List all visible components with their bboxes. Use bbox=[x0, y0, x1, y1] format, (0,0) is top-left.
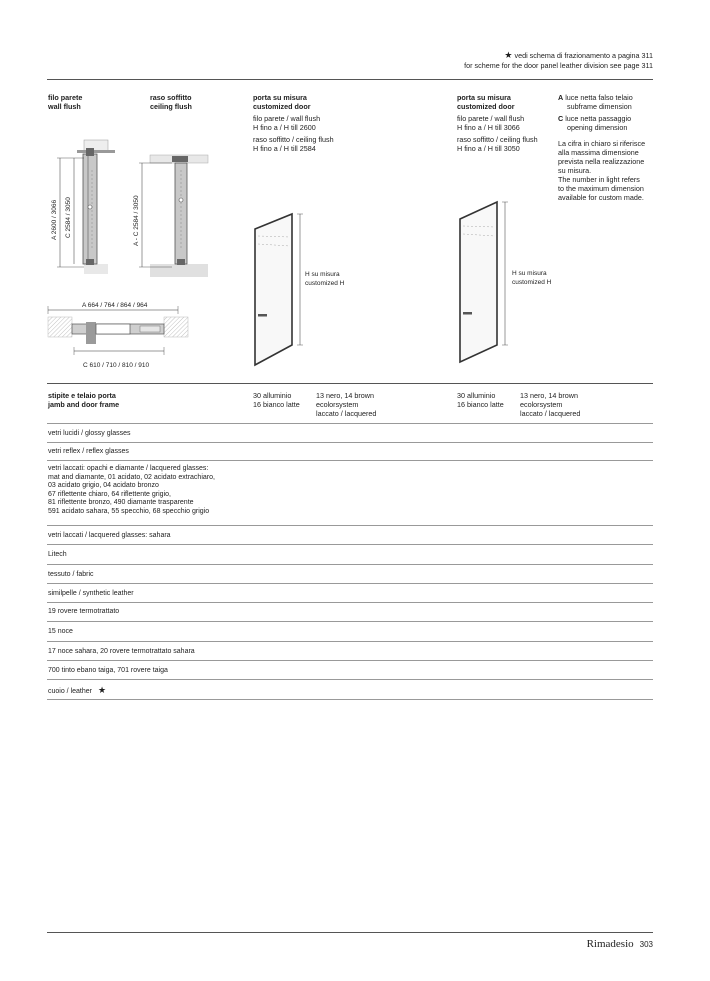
plan-dim-a: A 664 / 764 / 864 / 964 bbox=[82, 302, 148, 309]
footer bbox=[587, 938, 653, 950]
row-rule bbox=[47, 699, 653, 700]
row-rule bbox=[47, 679, 653, 680]
material-leather bbox=[48, 686, 106, 697]
custom1-title-en: customized door bbox=[253, 102, 311, 111]
wall-dim-c: C 2584 / 3050 bbox=[65, 197, 72, 238]
jamb-c1-line: 30 alluminio bbox=[253, 391, 292, 400]
legend-a-line-2: subframe dimension bbox=[567, 102, 632, 111]
row-rule bbox=[47, 641, 653, 642]
custom2-line-3: raso soffitto / ceiling flush bbox=[457, 135, 538, 144]
legend-a-line-1: luce netta falso telaio bbox=[565, 93, 633, 102]
note-line-1: vedi schema di frazionamento a pagina 311 bbox=[514, 51, 653, 60]
row-rule bbox=[47, 564, 653, 565]
row-rule bbox=[47, 621, 653, 622]
row-rule bbox=[47, 583, 653, 584]
note-line-2: for scheme for the door panel leather division see page 311 bbox=[464, 61, 653, 70]
custom1-line-3: raso soffitto / ceiling flush bbox=[253, 135, 334, 144]
custom2-line-4: H fino a / H till 3050 bbox=[457, 144, 520, 153]
custom1-line-2: H fino a / H till 2600 bbox=[253, 123, 316, 132]
material-lacquered bbox=[48, 465, 215, 517]
material-sahara: vetri laccati / lacquered glasses: sahara bbox=[48, 532, 171, 539]
legend-note-line: alla massima dimensione bbox=[558, 148, 639, 157]
legend-c-line-2: opening dimension bbox=[567, 123, 628, 132]
jamb-c4-line: ecolorsystem bbox=[520, 400, 563, 409]
plan-dim-c: C 610 / 710 / 810 / 910 bbox=[83, 362, 150, 369]
wall-dim-a: A 2600 / 3066 bbox=[51, 199, 58, 240]
custom1-line-4: H fino a / H till 2584 bbox=[253, 144, 316, 153]
lacquered-line: vetri laccati: opachi e diamante / lacquered glasses: bbox=[48, 465, 209, 472]
material-ebony: 700 tinto ebano taiga, 701 rovere taiga bbox=[48, 667, 168, 674]
col-ceiling-flush-en: ceiling flush bbox=[150, 102, 192, 111]
custom2-title-en: customized door bbox=[457, 102, 515, 111]
row-rule bbox=[47, 602, 653, 603]
lacquered-line: mat and diamante, 01 acidato, 02 acidato extrachiaro, bbox=[48, 473, 215, 481]
wall-flush-elevation bbox=[51, 140, 115, 274]
row-rule bbox=[47, 423, 653, 424]
col-wall-flush-it: filo parete bbox=[48, 93, 83, 102]
leather-label: cuoio / leather bbox=[48, 688, 92, 695]
custom-door-1-drawing bbox=[255, 214, 345, 365]
custom2-line-1: filo parete / wall flush bbox=[457, 114, 525, 123]
jamb-c2-line: ecolorsystem bbox=[316, 400, 359, 409]
material-oak: 19 rovere termotrattato bbox=[48, 608, 120, 615]
door2-h-label-en: customized H bbox=[512, 279, 552, 286]
row-rule bbox=[47, 525, 653, 526]
row-rule bbox=[47, 442, 653, 443]
door2-h-label-it: H su misura bbox=[512, 270, 547, 277]
jamb-col-2 bbox=[316, 391, 376, 418]
star-icon: ★ bbox=[504, 50, 513, 60]
material-glossy: vetri lucidi / glossy glasses bbox=[48, 430, 131, 437]
door1-h-label-it: H su misura bbox=[305, 271, 340, 278]
jamb-rule bbox=[47, 383, 653, 384]
jamb-title-en: jamb and door frame bbox=[48, 400, 120, 409]
jamb-col-1 bbox=[253, 391, 300, 409]
row-rule bbox=[47, 544, 653, 545]
custom2-line-2: H fino a / H till 3066 bbox=[457, 123, 520, 132]
ceiling-dim: A - C 2584 / 3050 bbox=[133, 195, 140, 246]
ceiling-flush-elevation bbox=[133, 155, 208, 277]
legend-c-key: C bbox=[558, 114, 564, 123]
jamb-c1-line: 16 bianco latte bbox=[253, 400, 300, 409]
legend-note-line: available for custom made. bbox=[558, 193, 644, 202]
material-walnut: 15 noce bbox=[48, 628, 73, 635]
legend-note-line: to the maximum dimension bbox=[558, 184, 644, 193]
brand-name: Rimadesio bbox=[586, 938, 634, 950]
jamb-c4-line: 13 nero, 14 brown bbox=[520, 391, 578, 400]
jamb-c3-line: 30 alluminio bbox=[457, 391, 496, 400]
jamb-title bbox=[48, 391, 119, 409]
legend-note-line: su misura. bbox=[558, 166, 592, 175]
star-icon: ★ bbox=[97, 685, 107, 695]
material-synthetic: similpelle / synthetic leather bbox=[48, 590, 134, 597]
jamb-col-4 bbox=[520, 391, 580, 418]
door1-h-label-en: customized H bbox=[305, 280, 345, 287]
lacquered-line: 81 riflettente bronzo, 490 diamante trasparente bbox=[48, 499, 194, 507]
material-reflex: vetri reflex / reflex glasses bbox=[48, 448, 129, 455]
legend-c-line-1: luce netta passaggio bbox=[565, 114, 632, 123]
material-walnut-sahara: 17 noce sahara, 20 rovere termotrattato sahara bbox=[48, 648, 195, 655]
col-ceiling-flush-it: raso soffitto bbox=[150, 93, 192, 102]
jamb-c2-line: 13 nero, 14 brown bbox=[316, 391, 374, 400]
jamb-c2-line: laccato / lacquered bbox=[316, 409, 377, 418]
row-rule bbox=[47, 660, 653, 661]
material-litech: Litech bbox=[48, 551, 67, 558]
jamb-c3-line: 16 bianco latte bbox=[457, 400, 504, 409]
legend-a-key: A bbox=[558, 93, 564, 102]
custom2-title-it: porta su misura bbox=[457, 93, 511, 102]
row-rule bbox=[47, 460, 653, 461]
legend-note-line: La cifra in chiaro si riferisce bbox=[558, 139, 646, 148]
lacquered-line: 67 riflettente chiaro, 64 riflettente grigio, bbox=[48, 490, 171, 498]
custom1-line-1: filo parete / wall flush bbox=[253, 114, 321, 123]
jamb-title-it: stipite e telaio porta bbox=[48, 391, 116, 400]
plan-section bbox=[48, 302, 188, 369]
page-number: 303 bbox=[639, 940, 653, 949]
lacquered-line: 03 acidato grigio, 04 acidato bronzo bbox=[48, 482, 159, 490]
jamb-col-3 bbox=[457, 391, 504, 409]
custom-door-2-drawing bbox=[460, 202, 552, 362]
col-wall-flush-en: wall flush bbox=[48, 102, 81, 111]
technical-drawings bbox=[0, 0, 710, 380]
legend-note-line: prevista nella realizzazione bbox=[558, 157, 645, 166]
legend-note-line: The number in light refers bbox=[558, 175, 640, 184]
material-fabric: tessuto / fabric bbox=[48, 571, 94, 578]
footer-rule bbox=[47, 932, 653, 933]
lacquered-line: 591 acidato sahara, 55 specchio, 68 specchio grigio bbox=[48, 507, 210, 515]
custom1-title-it: porta su misura bbox=[253, 93, 307, 102]
jamb-c4-line: laccato / lacquered bbox=[520, 409, 581, 418]
